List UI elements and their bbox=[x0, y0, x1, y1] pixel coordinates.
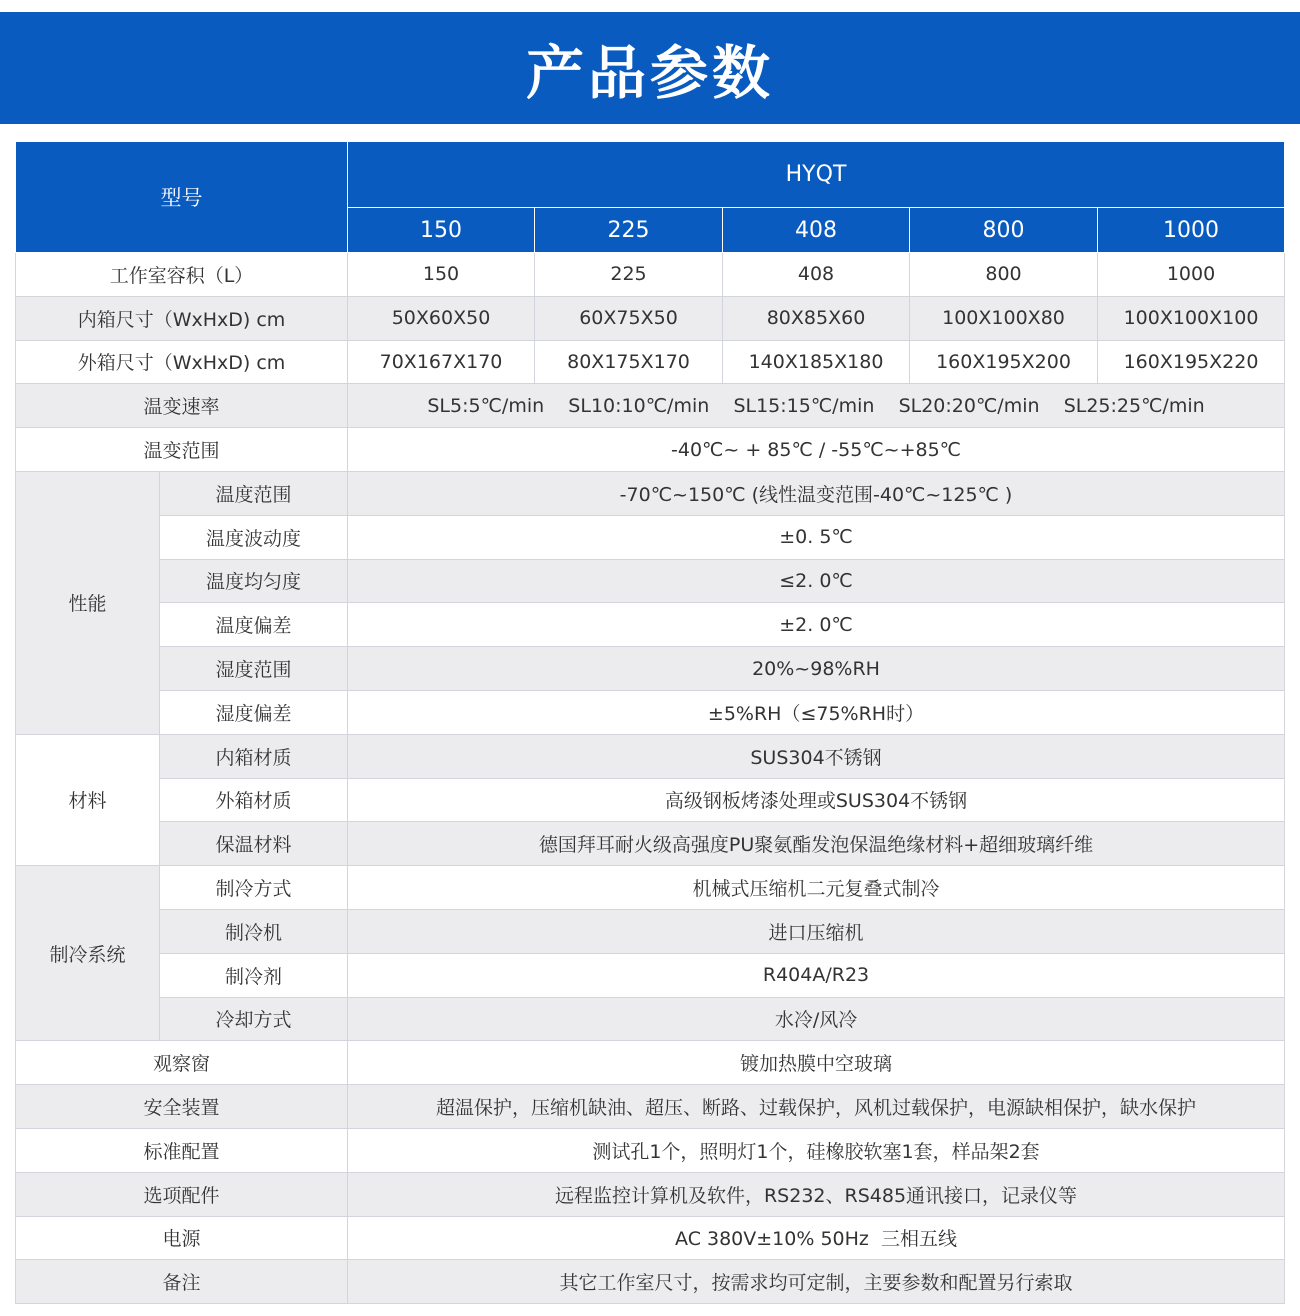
row-label: 外箱材质 bbox=[160, 778, 348, 822]
table-row bbox=[16, 866, 1285, 910]
row-label: 选项配件 bbox=[16, 1172, 348, 1216]
table-row bbox=[16, 734, 1285, 778]
model-col-800: 800 bbox=[910, 208, 1098, 253]
table-row bbox=[16, 997, 1285, 1041]
row-label: 湿度范围 bbox=[160, 647, 348, 691]
cell: 80X85X60 bbox=[723, 296, 910, 340]
table-row bbox=[16, 1216, 1285, 1260]
cell: -40℃~ + 85℃ / -55℃~+85℃ bbox=[348, 428, 1285, 472]
cell: 160X195X220 bbox=[1098, 340, 1285, 384]
cell: 进口压缩机 bbox=[348, 909, 1285, 953]
row-label: 温度偏差 bbox=[160, 603, 348, 647]
cell: 机械式压缩机二元复叠式制冷 bbox=[348, 866, 1285, 910]
model-col-1000: 1000 bbox=[1098, 208, 1285, 253]
row-label: 电源 bbox=[16, 1216, 348, 1260]
table-row-temp-change-range bbox=[16, 428, 1285, 472]
row-label: 保温材料 bbox=[160, 822, 348, 866]
row-label: 制冷机 bbox=[160, 909, 348, 953]
cell: -70℃~150℃ (线性温变范围-40℃~125℃ ) bbox=[348, 471, 1285, 515]
cell: 1000 bbox=[1098, 253, 1285, 297]
table-row-outer-size bbox=[16, 340, 1285, 384]
row-label: 内箱尺寸（WxHxD) cm bbox=[16, 296, 348, 340]
table-row bbox=[16, 1172, 1285, 1216]
row-label: 标准配置 bbox=[16, 1128, 348, 1172]
cell: 100X100X80 bbox=[910, 296, 1098, 340]
cell: ±5%RH（≤75%RH时） bbox=[348, 690, 1285, 734]
table-row bbox=[16, 1260, 1285, 1304]
table-row-volume bbox=[16, 253, 1285, 297]
group-label-material: 材料 bbox=[16, 734, 160, 865]
table-row bbox=[16, 690, 1285, 734]
cell: R404A/R23 bbox=[348, 953, 1285, 997]
row-label: 备注 bbox=[16, 1260, 348, 1304]
group-label-performance: 性能 bbox=[16, 471, 160, 734]
cell: 800 bbox=[910, 253, 1098, 297]
model-col-225: 225 bbox=[535, 208, 723, 253]
table-row bbox=[16, 953, 1285, 997]
row-label: 温度波动度 bbox=[160, 515, 348, 559]
model-header: 型号 bbox=[16, 142, 348, 253]
row-label: 温变速率 bbox=[16, 384, 348, 428]
row-label: 温度均匀度 bbox=[160, 559, 348, 603]
cell: 70X167X170 bbox=[348, 340, 535, 384]
model-col-150: 150 bbox=[348, 208, 535, 253]
table-row bbox=[16, 515, 1285, 559]
table-row-inner-size bbox=[16, 296, 1285, 340]
table-row bbox=[16, 1041, 1285, 1085]
series-header: HYQT bbox=[348, 142, 1285, 208]
table-row bbox=[16, 1128, 1285, 1172]
cell: 50X60X50 bbox=[348, 296, 535, 340]
cell: 150 bbox=[348, 253, 535, 297]
row-label: 制冷剂 bbox=[160, 953, 348, 997]
row-label: 安全装置 bbox=[16, 1085, 348, 1129]
table-row-rate bbox=[16, 384, 1285, 428]
cell: 镀加热膜中空玻璃 bbox=[348, 1041, 1285, 1085]
table-row bbox=[16, 909, 1285, 953]
row-label: 温变范围 bbox=[16, 428, 348, 472]
cell: 100X100X100 bbox=[1098, 296, 1285, 340]
cell: 80X175X170 bbox=[535, 340, 723, 384]
table-row bbox=[16, 559, 1285, 603]
cell: 20%~98%RH bbox=[348, 647, 1285, 691]
spec-table bbox=[15, 141, 1285, 1304]
cell: 高级钢板烤漆处理或SUS304不锈钢 bbox=[348, 778, 1285, 822]
table-row bbox=[16, 778, 1285, 822]
row-label: 湿度偏差 bbox=[160, 690, 348, 734]
table-row bbox=[16, 822, 1285, 866]
cell: 测试孔1个，照明灯1个，硅橡胶软塞1套，样品架2套 bbox=[348, 1128, 1285, 1172]
row-label: 温度范围 bbox=[160, 471, 348, 515]
cell: 水冷/风冷 bbox=[348, 997, 1285, 1041]
row-label: 观察窗 bbox=[16, 1041, 348, 1085]
cell: 60X75X50 bbox=[535, 296, 723, 340]
table-row bbox=[16, 471, 1285, 515]
page-title: 产品参数 bbox=[525, 39, 774, 107]
cell: ±0. 5℃ bbox=[348, 515, 1285, 559]
title-banner bbox=[0, 12, 1300, 124]
cell: 其它工作室尺寸，按需求均可定制，主要参数和配置另行索取 bbox=[348, 1260, 1285, 1304]
cell: 160X195X200 bbox=[910, 340, 1098, 384]
cell: 德国拜耳耐火级高强度PU聚氨酯发泡保温绝缘材料+超细玻璃纤维 bbox=[348, 822, 1285, 866]
row-label: 内箱材质 bbox=[160, 734, 348, 778]
cell: 140X185X180 bbox=[723, 340, 910, 384]
cell: ±2. 0℃ bbox=[348, 603, 1285, 647]
cell: SL5:5℃/min SL10:10℃/min SL15:15℃/min SL20:20℃/min SL25:25℃/min bbox=[348, 384, 1285, 428]
row-label: 冷却方式 bbox=[160, 997, 348, 1041]
row-label: 外箱尺寸（WxHxD) cm bbox=[16, 340, 348, 384]
model-col-408: 408 bbox=[723, 208, 910, 253]
table-row bbox=[16, 647, 1285, 691]
row-label: 制冷方式 bbox=[160, 866, 348, 910]
cell: 超温保护，压缩机缺油、超压、断路、过载保护，风机过载保护，电源缺相保护，缺水保护 bbox=[348, 1085, 1285, 1129]
table-row bbox=[16, 1085, 1285, 1129]
cell: 408 bbox=[723, 253, 910, 297]
group-label-refrigeration: 制冷系统 bbox=[16, 866, 160, 1041]
table-row bbox=[16, 603, 1285, 647]
cell: 远程监控计算机及软件，RS232、RS485通讯接口，记录仪等 bbox=[348, 1172, 1285, 1216]
row-label: 工作室容积（L） bbox=[16, 253, 348, 297]
cell: ≤2. 0℃ bbox=[348, 559, 1285, 603]
cell: AC 380V±10% 50Hz 三相五线 bbox=[348, 1216, 1285, 1260]
cell: SUS304不锈钢 bbox=[348, 734, 1285, 778]
cell: 225 bbox=[535, 253, 723, 297]
